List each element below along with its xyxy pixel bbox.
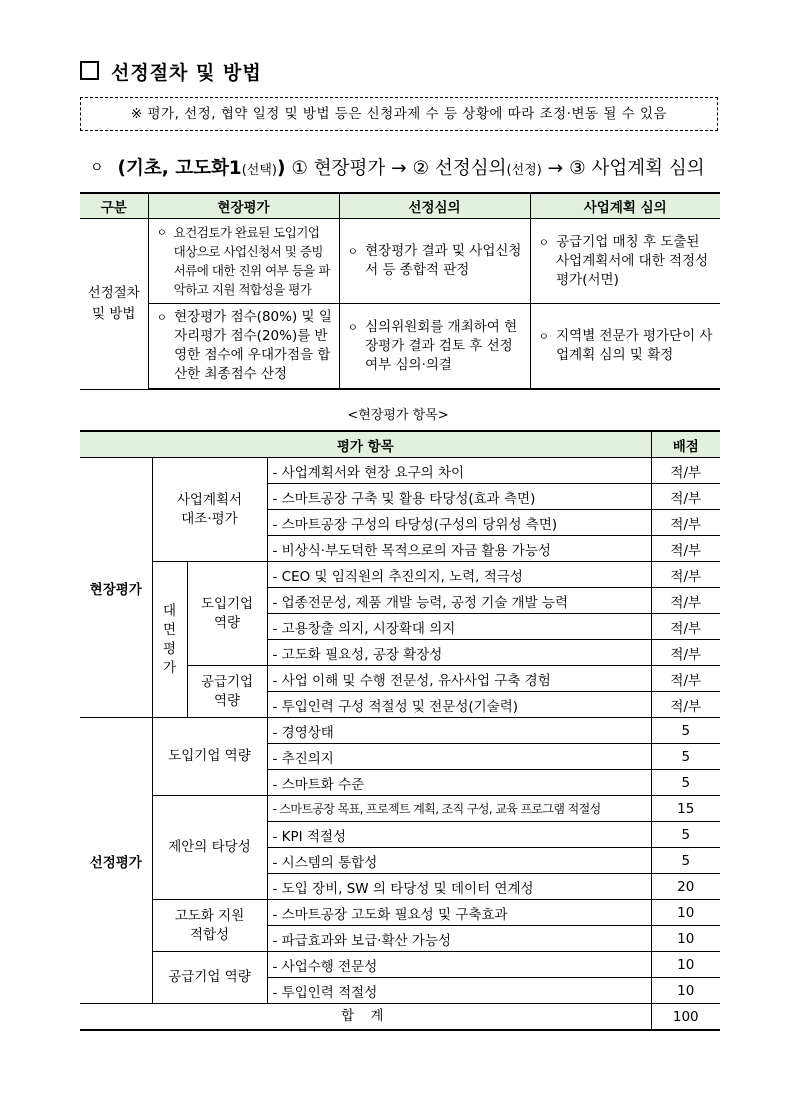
procedure-cell xyxy=(339,219,530,304)
eval-item: - 스마트공장 구축 및 활용 타당성(효과 측면) xyxy=(267,484,651,510)
procedure-text: 요건검토가 완료된 도입기업 대상으로 사업신청서 및 증빙서류에 대한 진위 여부 등을 파악하고 지원 적합성을 평가 xyxy=(173,225,330,297)
eval-item: - 고도화 필요성, 공장 확장성 xyxy=(267,640,651,666)
eval-score: 10 xyxy=(651,926,720,952)
eval-item: - CEO 및 임직원의 추진의지, 노력, 적극성 xyxy=(267,562,651,588)
process-step2-note: (선정) xyxy=(506,163,542,178)
procedure-cell xyxy=(339,304,530,390)
section-title xyxy=(80,58,262,85)
eval-score: 적/부 xyxy=(651,510,720,536)
header-eval-item: 평가 항목 xyxy=(80,431,651,458)
header-category: 구분 xyxy=(80,193,148,219)
subcategory-supply-capability: 공급기업 역량 xyxy=(187,666,267,718)
procedure-cell xyxy=(148,304,339,390)
eval-item: - 사업수행 전문성 xyxy=(267,952,651,978)
eval-item: - 경영상태 xyxy=(267,718,651,744)
eval-score: 5 xyxy=(651,822,720,848)
eval-item: - 투입인력 적절성 xyxy=(267,978,651,1004)
eval-score: 20 xyxy=(651,874,720,900)
eval-item: - 업종전문성, 제품 개발 능력, 공정 기술 개발 능력 xyxy=(267,588,651,614)
eval-item: - 투입인력 구성 적절성 및 전문성(기술력) xyxy=(267,692,651,718)
procedure-row xyxy=(80,304,720,390)
eval-score: 5 xyxy=(651,744,720,770)
process-step3: ③ 사업계획 심의 xyxy=(569,158,705,179)
section-title-text: 선정절차 및 방법 xyxy=(111,62,262,84)
process-arrow: → xyxy=(547,158,564,179)
bullet-icon: ㅇ xyxy=(347,245,359,258)
bullet-icon: ㅇ xyxy=(538,330,550,343)
header-selection: 선정심의 xyxy=(339,193,530,219)
notice-box: ※ 평가, 선정, 협약 일정 및 방법 등은 신청과제 수 등 상황에 따라 조정·변동 될 수 있음 xyxy=(80,97,718,131)
table-row xyxy=(80,796,720,822)
header-score: 배점 xyxy=(651,431,720,458)
subcategory-proposal: 제안의 타당성 xyxy=(152,796,267,900)
bullet-icon: ㅇ xyxy=(347,320,359,334)
eval-item: - KPI 적절성 xyxy=(267,822,651,848)
eval-score: 적/부 xyxy=(651,588,720,614)
bullet-icon: ㅇ xyxy=(156,226,167,239)
eval-score: 적/부 xyxy=(651,692,720,718)
procedure-cell xyxy=(530,304,720,390)
checkbox-square-icon xyxy=(80,61,99,80)
eval-item: - 고용창출 의지, 시장확대 의지 xyxy=(267,614,651,640)
process-label-note: (선택) xyxy=(241,163,277,178)
procedure-table xyxy=(80,192,720,390)
procedure-cell xyxy=(530,219,720,304)
process-step1: ① 현장평가 → xyxy=(291,158,407,179)
eval-score: 15 xyxy=(651,796,720,822)
eval-item: - 도입 장비, SW 의 타당성 및 데이터 연계성 xyxy=(267,874,651,900)
eval-item: - 스마트공장 고도화 필요성 및 구축효과 xyxy=(267,900,651,926)
process-label-close: ) xyxy=(276,158,286,179)
procedure-header-row xyxy=(80,193,720,219)
table-row xyxy=(80,952,720,978)
category-field-eval: 현장평가 xyxy=(80,458,152,718)
eval-score: 적/부 xyxy=(651,562,720,588)
table-row xyxy=(80,562,720,588)
subcategory-supply-capability2: 공급기업 역량 xyxy=(152,952,267,1004)
procedure-row xyxy=(80,219,720,304)
total-row xyxy=(80,1004,720,1031)
procedure-text: 지역별 전문가 평가단이 사업계획 심의 및 확정 xyxy=(556,328,713,363)
process-step2: ② 선정심의 xyxy=(412,158,507,179)
eval-item: - 사업 이해 및 수행 전문성, 유사사업 구축 경험 xyxy=(267,666,651,692)
table-row xyxy=(80,900,720,926)
eval-score: 적/부 xyxy=(651,666,720,692)
eval-score: 적/부 xyxy=(651,484,720,510)
header-field-eval: 현장평가 xyxy=(148,193,339,219)
process-label: (기초, 고도화1 xyxy=(117,158,242,179)
evaluation-table xyxy=(80,430,720,1031)
eval-score: 10 xyxy=(651,900,720,926)
eval-item: - 비상식·부도덕한 목적으로의 자금 활용 가능성 xyxy=(267,536,651,562)
table-row xyxy=(80,718,720,744)
procedure-row-label: 선정절차 및 방법 xyxy=(80,219,148,390)
eval-score: 적/부 xyxy=(651,640,720,666)
procedure-text: 심의위원회를 개최하여 현장평가 결과 검토 후 선정여부 심의·의결 xyxy=(365,318,518,373)
eval-item: - 시스템의 통합성 xyxy=(267,848,651,874)
eval-item: - 사업계획서와 현장 요구의 차이 xyxy=(267,458,651,484)
eval-score: 적/부 xyxy=(651,536,720,562)
eval-item: - 추진의지 xyxy=(267,744,651,770)
eval-item: - 스마트화 수준 xyxy=(267,770,651,796)
eval-score: 5 xyxy=(651,718,720,744)
evaluation-header-row xyxy=(80,431,720,458)
eval-score: 5 xyxy=(651,770,720,796)
subcategory-intro-capability: 도입기업 역량 xyxy=(187,562,267,666)
procedure-text: 현장평가 점수(80%) 및 일자리평가 점수(20%)를 반영한 점수에 우대가점을 합산한 최종점수 산정 xyxy=(174,309,332,382)
eval-item: - 스마트공장 목표, 프로젝트 계획, 조직 구성, 교육 프로그램 적절성 xyxy=(267,796,651,822)
eval-score: 10 xyxy=(651,952,720,978)
eval-item: - 파급효과와 보급·확산 가능성 xyxy=(267,926,651,952)
subcategory-advanced: 고도화 지원적합성 xyxy=(152,900,267,952)
eval-item: - 스마트공장 구성의 타당성(구성의 당위성 측면) xyxy=(267,510,651,536)
eval-score: 5 xyxy=(651,848,720,874)
header-plan-review: 사업계획 심의 xyxy=(530,193,720,219)
eval-score: 적/부 xyxy=(651,614,720,640)
bullet-icon: ㅇ xyxy=(156,311,168,324)
eval-score: 10 xyxy=(651,978,720,1004)
category-selection-eval: 선정평가 xyxy=(80,718,152,1004)
subcategory-intro-capability2: 도입기업 역량 xyxy=(152,718,267,796)
process-line xyxy=(90,154,705,180)
total-label: 합 계 xyxy=(80,1004,651,1031)
total-score: 100 xyxy=(651,1004,720,1031)
table-caption: <현장평가 항목> xyxy=(347,408,449,423)
subcategory-interview: 대면평가 xyxy=(152,562,187,718)
bullet-icon: ㅇ xyxy=(538,235,550,249)
procedure-text: 공급기업 매칭 후 도출된 사업계획서에 대한 적정성 평가(서면) xyxy=(556,233,709,288)
eval-score: 적/부 xyxy=(651,458,720,484)
procedure-cell xyxy=(148,219,339,304)
bullet-icon: ㅇ xyxy=(90,160,104,176)
table-row xyxy=(80,458,720,484)
subcategory-plan: 사업계획서 대조·평가 xyxy=(152,458,267,562)
procedure-text: 현장평가 결과 및 사업신청서 등 종합적 판정 xyxy=(365,243,522,278)
